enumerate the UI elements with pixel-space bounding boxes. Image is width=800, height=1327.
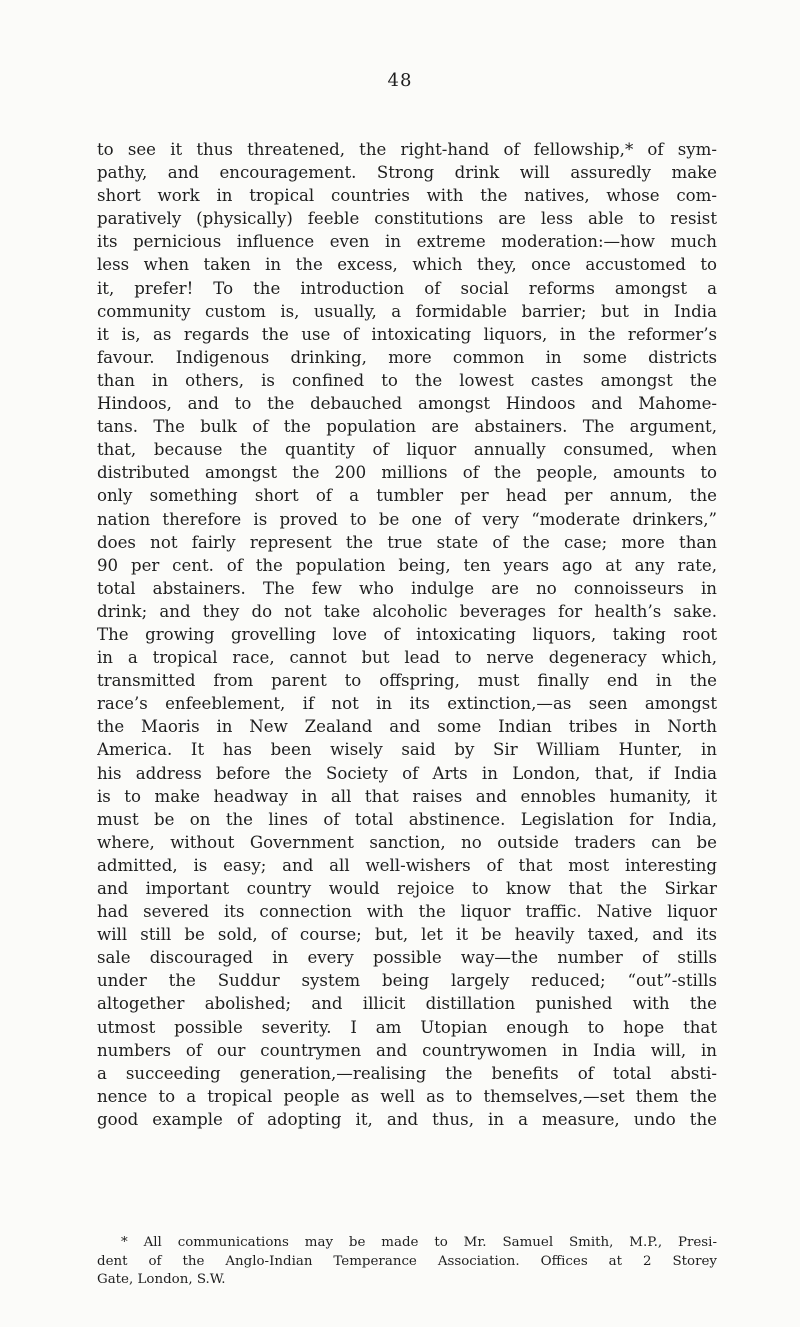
- text-line: must be on the lines of total abstinence. Legislation for India,: [97, 809, 717, 829]
- body-text: [97, 138, 717, 1131]
- text-line: nence to a tropical people as well as to themselves,—set them the: [97, 1086, 717, 1106]
- text-line: it is, as regards the use of intoxicating liquors, in the reformer’s: [97, 324, 717, 344]
- text-line: transmitted from parent to offspring, must finally end in the: [97, 671, 717, 691]
- text-line: paratively (physically) feeble constitutions are less able to resist: [97, 209, 717, 229]
- text-line: a succeeding generation,—realising the benefits of total absti-: [97, 1063, 717, 1083]
- text-line: to see it thus threatened, the right-hand of fellowship,* of sym-: [97, 140, 717, 159]
- text-line: sale discouraged in every possible way—the number of stills: [97, 948, 717, 968]
- text-line: in a tropical race, cannot but lead to nerve degeneracy which,: [97, 648, 717, 668]
- text-line: less when taken in the excess, which they, once accustomed to: [97, 255, 717, 275]
- text-line: pathy, and encouragement. Strong drink will assuredly make: [97, 163, 717, 183]
- footnote-line: * All communications may be made to Mr. Samuel Smith, M.P., Presi-: [121, 1235, 717, 1250]
- text-line: drink; and they do not take alcoholic beverages for health’s sake.: [97, 601, 717, 621]
- text-line: 90 per cent. of the population being, ten years ago at any rate,: [97, 555, 717, 575]
- page-number: 48: [387, 70, 413, 91]
- text-line: nation therefore is proved to be one of very “moderate drinkers,”: [97, 509, 717, 529]
- text-line: numbers of our countrymen and countrywomen in India will, in: [97, 1040, 717, 1060]
- text-line: where, without Government sanction, no outside traders can be: [97, 832, 717, 852]
- text-line: race’s enfeeblement, if not in its extinction,—as seen amongst: [97, 694, 717, 714]
- text-line: its pernicious influence even in extreme moderation:—how much: [97, 232, 717, 252]
- text-line: his address before the Society of Arts in London, that, if India: [97, 763, 717, 783]
- text-line: distributed amongst the 200 millions of the people, amounts to: [97, 463, 717, 483]
- footnote: [97, 1234, 717, 1290]
- text-line: is to make headway in all that raises and ennobles humanity, it: [97, 786, 717, 806]
- text-line: tans. The bulk of the population are abstainers. The argument,: [97, 417, 717, 437]
- text-line: total abstainers. The few who indulge are no connoisseurs in: [97, 578, 717, 598]
- text-line: will still be sold, of course; but, let it be heavily taxed, and its: [97, 925, 717, 945]
- text-line: favour. Indigenous drinking, more common in some districts: [97, 347, 717, 367]
- text-line: the Maoris in New Zealand and some Indian tribes in North: [97, 717, 717, 737]
- text-line: it, prefer! To the introduction of social reforms amongst a: [97, 278, 717, 298]
- text-line: admitted, is easy; and all well-wishers of that most interesting: [97, 855, 717, 875]
- footnote-line: dent of the Anglo-Indian Temperance Association. Offices at 2 Storey: [97, 1253, 717, 1269]
- text-line: America. It has been wisely said by Sir William Hunter, in: [97, 740, 717, 760]
- text-line: than in others, is confined to the lowest castes amongst the: [97, 370, 717, 390]
- text-line: that, because the quantity of liquor annually consumed, when: [97, 440, 717, 460]
- text-line: The growing grovelling love of intoxicating liquors, taking root: [97, 624, 717, 644]
- text-line: community custom is, usually, a formidable barrier; but in India: [97, 301, 717, 321]
- text-line: does not fairly represent the true state of the case; more than: [97, 532, 717, 552]
- text-line: and important country would rejoice to know that the Sirkar: [97, 879, 717, 898]
- text-line: good example of adopting it, and thus, in a measure, undo the: [97, 1109, 717, 1129]
- text-line: altogether abolished; and illicit distillation punished with the: [97, 994, 717, 1014]
- text-line: had severed its connection with the liquor traffic. Native liquor: [97, 902, 717, 922]
- text-line: utmost possible severity. I am Utopian enough to hope that: [97, 1017, 717, 1037]
- footnote-line: Gate, London, S.W.: [97, 1272, 226, 1288]
- text-line: Hindoos, and to the debauched amongst Hindoos and Mahome-: [97, 394, 717, 414]
- text-line: under the Suddur system being largely reduced; “out”-stills: [97, 971, 717, 991]
- text-line: only something short of a tumbler per head per annum, the: [97, 486, 717, 506]
- text-line: short work in tropical countries with the natives, whose com-: [97, 186, 717, 206]
